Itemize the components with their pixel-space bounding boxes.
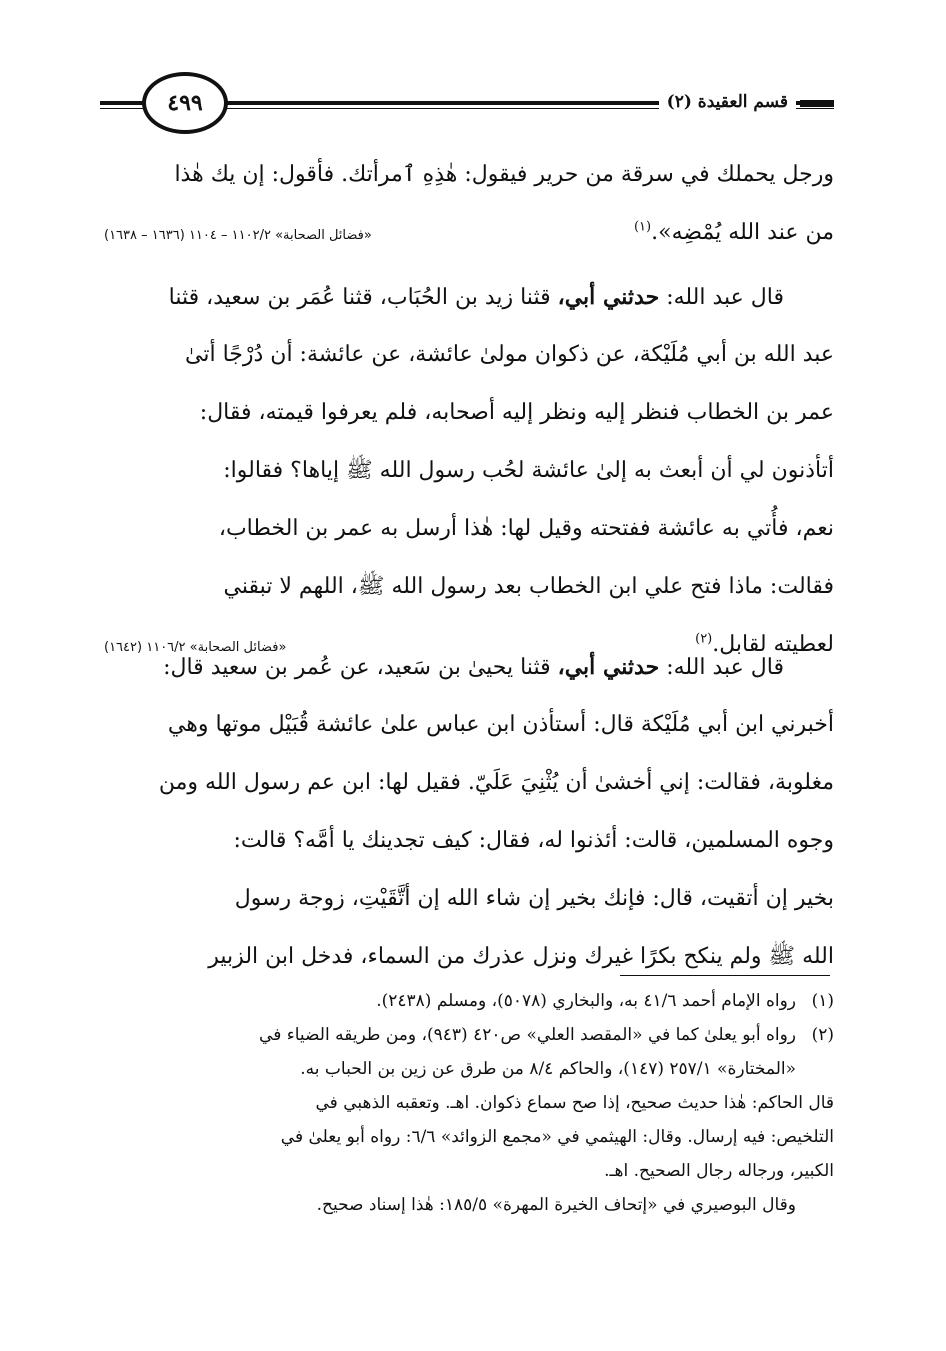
- text-line: أتأذنون لي أن أبعث به إلىٰ عائشة لحُب رسول الله ﷺ إياها؟ فقالوا:: [223, 458, 834, 483]
- footnote-line: قال الحاكم: هٰذا حديث صحيح، إذا صح سماع ذكوان. اهـ. وتعقبه الذهبي في: [315, 1093, 834, 1113]
- text-line: مغلوبة، فقالت: إني أخشىٰ أن يُثْنِيَ عَلَيّ. فقيل لها: ابن عم رسول الله ومن: [158, 770, 834, 795]
- source-citation: «فضائل الصحابة» ١١٠٦/٢ (١٦٤٢): [104, 640, 287, 655]
- text-line: فقالت: ماذا فتح علي ابن الخطاب بعد رسول الله ﷺ، اللهم لا تبقني: [223, 574, 834, 599]
- footnote-line: «المختارة» ٢٥٧/١ (١٤٧)، والحاكم ٨/٤ من طرق عن زين بن الحباب به.: [300, 1059, 796, 1079]
- text-line: نعم، فأُتي به عائشة ففتحته وقيل لها: هٰذا أرسل به عمر بن الخطاب،: [218, 516, 834, 541]
- text-line: قال عبد الله: حدثني أبي، قثنا يحيىٰ بن سَعيد، عن عُمر بن سعيد قال:: [163, 654, 784, 680]
- paragraph-3: [104, 638, 834, 986]
- footnote-number: (١): [811, 991, 834, 1011]
- page-header: [100, 72, 834, 142]
- text-line: عبد الله بن أبي مُلَيْكة، عن ذكوان مولىٰ عائشة، عن عائشة: أن دُرْجًا أتىٰ: [185, 342, 834, 367]
- footnote-1: (١) رواه الإمام أحمد ٤١/٦ به، والبخاري (٥٠٧٨)، ومسلم (٢٤٣٨).: [104, 984, 834, 1018]
- footnote-2: (٢) رواه أبو يعلىٰ كما في «المقصد العلي» ص٤٢٠ (٩٤٣)، ومن طريقه الضياء في: [104, 1018, 834, 1052]
- paragraph-1: [104, 146, 834, 262]
- bold-phrase: حدثني أبي،: [557, 654, 660, 680]
- text-line: بخير إن أتقيت، قال: فإنك بخير إن شاء الله إن أتَّقَيْتِ، زوجة رسول: [234, 886, 834, 911]
- footnote-line: وقال البوصيري في «إتحاف الخيرة المهرة» ١٨٥/٥: هٰذا إسناد صحيح.: [316, 1195, 796, 1215]
- text-line: لعطيته لقابل.$^{(٢)}$ «فضائل الصحابة» ١١٠٦/٢ (١٦٤٢): [104, 616, 834, 674]
- text-line: وجوه المسلمين، قالت: أئذنوا له، فقال: كيف تجدينك يا أمَّه؟ قالت:: [233, 828, 834, 853]
- text-line: أخبرني ابن أبي مُلَيْكة قال: أستأذن ابن عباس علىٰ عائشة قُبَيْل موتها وهي: [167, 712, 834, 737]
- footnote-marker[interactable]: (١): [633, 219, 652, 235]
- footnote-line: التلخيص: فيه إرسال. وقال: الهيثمي في «مجمع الزوائد» ٦/٦: رواه أبو يعلىٰ في: [280, 1127, 834, 1147]
- title-ornament: [800, 100, 834, 110]
- paragraph-2: [104, 268, 834, 674]
- footnote-separator: [620, 975, 830, 976]
- footnote-marker[interactable]: (٢): [695, 631, 713, 647]
- footnotes: [104, 984, 834, 1222]
- text-line: ورجل يحملك في سرقة من حرير فيقول: هٰذِهِ ٱمرأتك. فأقول: إن يك هٰذا: [174, 162, 834, 187]
- footnote-line: الكبير، ورجاله رجال الصحيح. اهـ.: [604, 1161, 834, 1181]
- text-line: الله ﷺ ولم ينكح بكرًا غيرك ونزل عذرك من السماء، فدخل ابن الزبير: [208, 944, 834, 969]
- text-line: قال عبد الله: حدثني أبي، قثنا زيد بن الحُبَاب، قثنا عُمَر بن سعيد، قثنا: [168, 284, 784, 310]
- running-title: قسم العقيدة (٢): [659, 92, 796, 112]
- text-line: عمر بن الخطاب فنظر إليه ونظر إليه أصحابه، فلم يعرفوا قيمته، فقال:: [199, 400, 834, 425]
- bold-phrase: حدثني أبي،: [557, 284, 660, 310]
- page-number: ٤٩٩: [142, 72, 228, 134]
- footnote-number: (٢): [811, 1025, 834, 1045]
- source-citation: «فضائل الصحابة» ١١٠٢/٢ – ١١٠٤ (١٦٣٦ – ١٦٣٨): [104, 228, 372, 243]
- text-line: من عند الله يُمْضِه».$^{(١)}$ «فضائل الصحابة» ١١٠٢/٢ – ١١٠٤ (١٦٣٦ – ١٦٣٨): [104, 204, 834, 262]
